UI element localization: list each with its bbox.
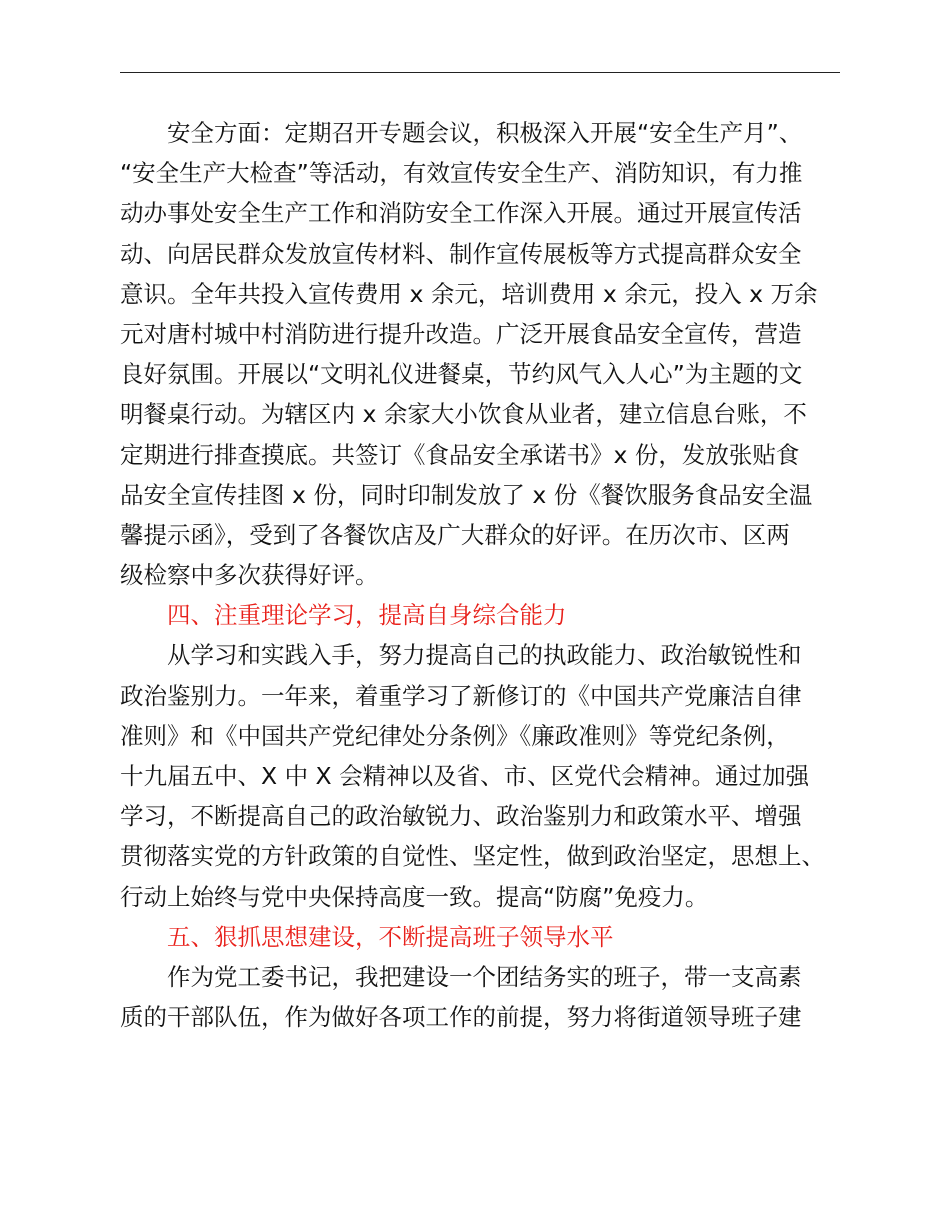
paragraph-line: 品安全宣传挂图 x 份，同时印制发放了 x 份《餐饮服务食品安全温 xyxy=(120,480,813,509)
paragraph-line: 学习，不断提高自己的政治敏锐力、政治鉴别力和政策水平、增强 xyxy=(120,802,802,831)
paragraph-line: 作为党工委书记，我把建设一个团结务实的班子，带一支高素 xyxy=(167,962,802,991)
paragraph-line: 良好氛围。开展以“文明礼仪进餐桌，节约风气入人心”为主题的文 xyxy=(120,360,803,389)
paragraph-line: 动办事处安全生产工作和消防安全工作深入开展。通过开展宣传活 xyxy=(120,199,802,228)
paragraph-line: 意识。全年共投入宣传费用 x 余元，培训费用 x 余元，投入 x 万余 xyxy=(120,279,818,308)
paragraph-line: “安全生产大检查”等活动，有效宣传安全生产、消防知识，有力推 xyxy=(120,159,803,188)
paragraph-line: 行动上始终与党中央保持高度一致。提高“防腐”免疫力。 xyxy=(120,882,709,911)
paragraph-line: 级检察中多次获得好评。 xyxy=(120,561,379,590)
paragraph-line: 准则》和《中国共产党纪律处分条例》《廉政准则》等党纪条例， xyxy=(120,721,790,750)
section-heading-4: 四、注重理论学习，提高自身综合能力 xyxy=(167,601,567,630)
safety-paragraph xyxy=(120,113,845,595)
paragraph-line: 动、向居民群众发放宣传材料、制作宣传展板等方式提高群众安全 xyxy=(120,239,802,268)
section-heading-5: 五、狠抓思想建设，不断提高班子领导水平 xyxy=(167,922,614,951)
paragraph-line: 安全方面：定期召开专题会议，积极深入开展“安全生产月”、 xyxy=(167,119,803,147)
paragraph-line: 质的干部队伍，作为做好各项工作的前提，努力将街道领导班子建 xyxy=(120,1003,802,1032)
header-rule xyxy=(120,72,840,73)
paragraph-line: 定期进行排查摸底。共签订《食品安全承诺书》x 份，发放张贴食 xyxy=(120,440,800,469)
paragraph-line: 元对唐村城中村消防进行提升改造。广泛开展食品安全宣传，营造 xyxy=(120,319,802,348)
paragraph-line: 十九届五中、X 中 X 会精神以及省、市、区党代会精神。通过加强 xyxy=(120,762,810,790)
study-paragraph xyxy=(120,635,845,916)
paragraph-line: 贯彻落实党的方针政策的自觉性、坚定性，做到政治坚定，思想上、 xyxy=(120,842,825,871)
paragraph-line: 政治鉴别力。一年来，着重学习了新修订的《中国共产党廉洁自律 xyxy=(120,681,802,710)
paragraph-line: 馨提示函》，受到了各餐饮店及广大群众的好评。在历次市、区两 xyxy=(120,520,790,549)
paragraph-line: 明餐桌行动。为辖区内 x 余家大小饮食从业者，建立信息台账，不 xyxy=(120,400,807,429)
paragraph-line: 从学习和实践入手，努力提高自己的执政能力、政治敏锐性和 xyxy=(167,641,802,670)
document-body xyxy=(120,113,845,1037)
team-paragraph xyxy=(120,957,845,1037)
